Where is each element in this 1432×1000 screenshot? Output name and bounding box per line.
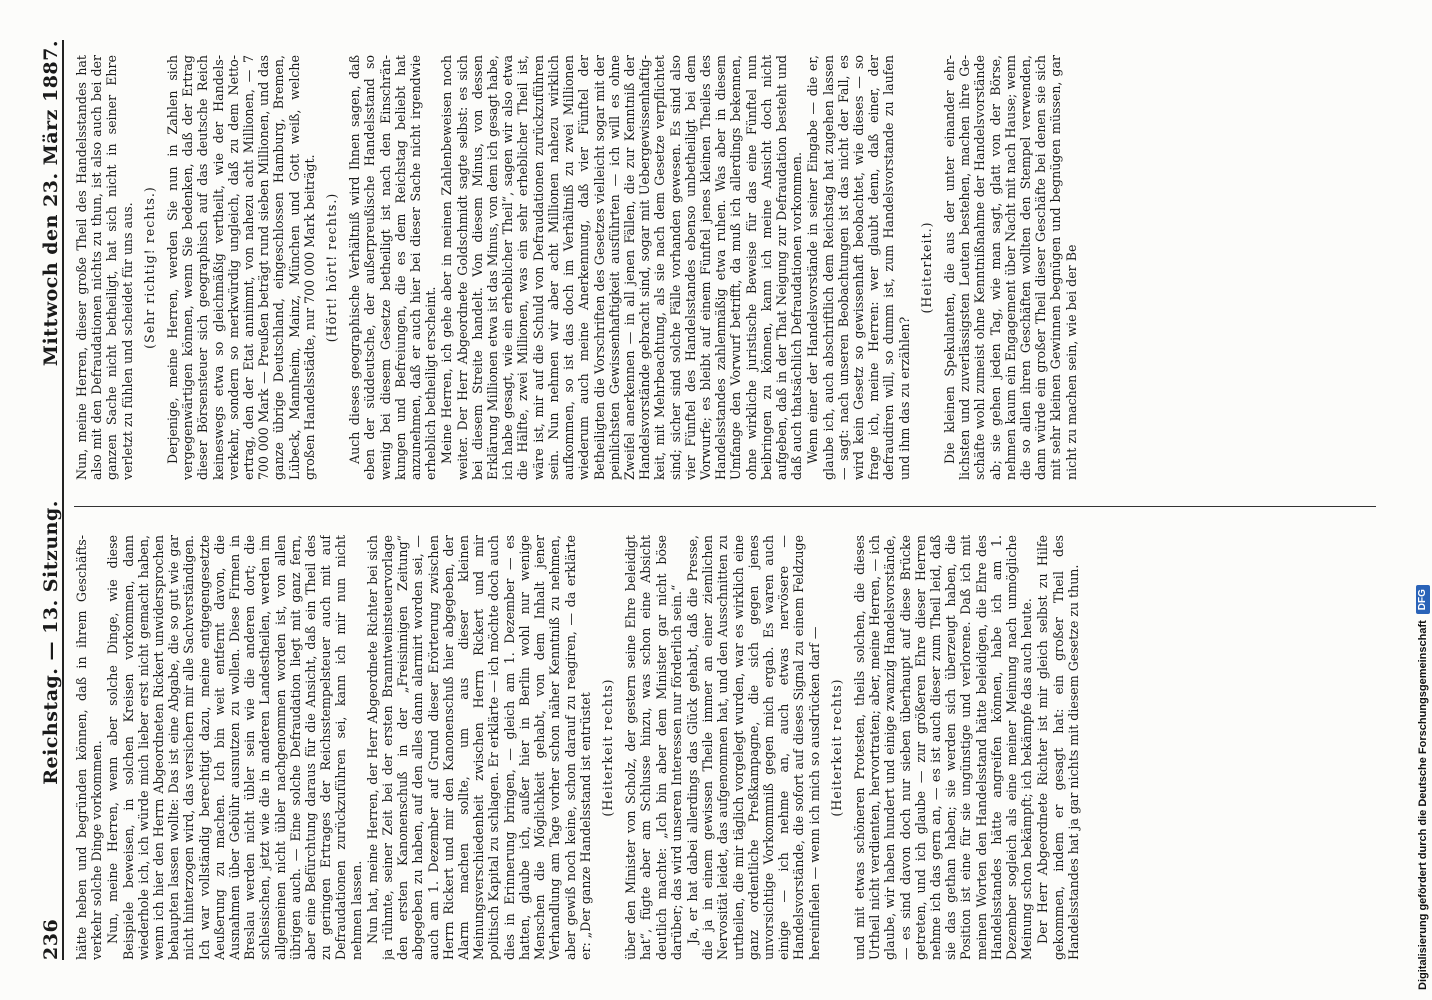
rotated-page-content	[10, 0, 1390, 1000]
paragraph: über den Minister von Scholz, der gestern seine Ehre beleidigt hat“, fügte aber am Schlusse hinzu, was schon eine Absicht deutlich machte: „Ich bin aber dem Minister gar nicht böse darüber; das wird unseren Interessen nur förderlich sein.“	[623, 535, 684, 960]
interjection: (Sehr richtig! rechts.)	[141, 186, 157, 349]
interjection: (Heiterkeit.)	[918, 221, 934, 314]
paragraph: Derjenige, meine Herren, werden Sie nun in Zahlen sich vergegenwärtigen können, wenn Sie bedenken, daß der Ertrag dieser Börsensteuer sich geographisch auf das deutsche Reich keineswegs etwa so gleichmäßig vertheilt, wie der Handelsverkehr, sondern so merkwürdig ungleich, daß zu dem Nettoertrag, den der Etat annimmt, von nahezu acht Millionen, — 7 700 000 Mark — Preußen beträgt rund sieben Millionen, und das ganze übrige Deutschland, eingeschlossen Hamburg, Bremen, Lübeck, Mannheim, Mainz, München und Gott weiß, welche großen Handelsstädte, nur 700 000 Mark beiträgt.	[165, 55, 317, 480]
digitization-credit	[1414, 10, 1432, 990]
right-column	[74, 55, 1376, 480]
session-date: Mittwoch den 23. März 1887.	[40, 40, 62, 367]
interjection: (Heiterkeit rechts)	[828, 678, 844, 817]
paragraph: Nun, meine Herren, wenn aber solche Dinge, wie diese Beispiele beweisen, in solchen Kreisen vorkommen, dann wiederhole ich, ich würde mich lieber erst nicht gemacht haben, wenn ich hier den Herrn Abgeordneten Rickert unwidersprochen behaupten lassen wollte: Das ist eine Abgabe, die so gut wie gar nicht hinterzogen wird, das versichern mir alle Sachverständigen. Ich war vollständig berechtigt dazu, meine entgegengesetzte Aeußerung zu machen. Ich bin weit entfernt davon, die Ausnahmen über Gebühr ausnutzen zu wollen. Diese Firmen in Breslau werden nicht übler sein wie die anderen dort; die schlesischen, jetzt wie die in anderen Landestheilen, werden im allgemeinen nicht übler nachgenommen worden ist, von allen übrigen auch. — Eine solche Defraudation liegt mit ganz fern, aber eine Befürchtung daraus für die Ansicht, daß ein Theil des zu geringen Ertrages der Reichsstempelsteuer auch mit auf Defraudationen zurückzuführen sei, kann ich mir nun nicht nehmen lassen.	[105, 535, 364, 960]
paragraph: Nun, meine Herren, dieser große Theil des Handelsstandes hat also mit den Defraudationen nichts zu thun, ist also auch bei der ganzen Sache nicht betheiligt, hat sich nicht in seiner Ehre verletzt zu fühlen und scheidet für uns aus.	[74, 55, 135, 480]
paragraph: Meine Herren, ich gehe aber in meinen Zahlenbeweisen noch weiter. Der Herr Abgeordnete Goldschmidt sagte selbst: es sich bei diesem Streite handelt. Von diesem Minus, von dessen Erklärung Millionen etwa ist das Minus, von dem ich gesagt habe, ich habe gesagt, wie ein erheblicher Theil“, sagen wir also etwa die Hälfte, zwei Millionen, was ein sehr erheblicher Theil ist, wäre ist, mir auf die Schuld von Defraudationen zurückzuführen sein. Nun nehmen wir aber acht Millionen nahezu wirklich aufkommen, so ist das doch im Verhältniß zu zwei Millionen wiederum auch meine Anerkennung, daß vier Fünftel der Betheiligten die Vorschriften des Gesetzes vielleicht sogar mit der peinlichsten Gewissenhaftigkeit ausführten — ich will es ohne Zweifel anerkennen — in all jenen Fällen, die zur Kenntniß der Handelsvorstände gebracht sind, sogar mit Uebergewissenhaftigkeit, mit Mehrbeachtung, als sie nach dem Gesetze verpflichtet sind; sicher sind solche Fälle vorhanden gewesen. Es sind also vier Fünftel des Handelsstandes ebenso unbetheiligt bei dem Vorwurfe; es bleibt auf einem Fünftel jenes kleinen Theiles des Handelsstandes zahlenmäßig etwa ruhen. Was aber in diesem Umfange den Vorwurf betrifft, da muß ich allerdings bekennen, ohne wirkliche juristische Beweise für das eine Fünftel nun beibringen zu können, kann ich meine Ansicht doch nicht aufgeben, daß in der That Neigung zur Defraudation besteht und daß auch thatsächlich Defraudationen vorkommen.	[439, 55, 805, 480]
page-number: 236	[40, 918, 62, 960]
paragraph: Wenn einer der Handelsvorstände in seiner Eingabe — die er, glaube ich, auch abschriftlich dem Reichstag hat zugehen lassen — sagt: nach unseren Beobachtungen ist das nicht der Fall, es wird kein Gesetz so gewissenhaft beobachtet, wie dieses — so frage ich, meine Herren: wer glaubt denn, daß einer, der defraudiren will, so dumm ist, zum Handelsvorstande zu laufen und ihm das zu erzählen?	[805, 55, 912, 480]
session-title: Reichstag. — 13. Sitzung.	[40, 500, 62, 785]
interjection: (Hört! hört! rechts.)	[324, 192, 340, 343]
paragraph: Ja, er hat dabei allerdings das Glück gehabt, daß die Presse, die ja in einem gewissen Theile immer an einer ziemlichen Nervosität leidet, das aufgenommen hat, und den Ausschnitten zu urtheilen, die mir täglich vorgelegt wurden, war es wirklich eine ganz ordentliche Preßkampagne, die sich gegen jenes unvorsichtige Vorkommniß gegen mich ergab. Es waren auch einige — ich nehme an, auch etwas nervösere — Handelsvorstände, die sofort auf dieses Signal zu einem Feldzuge hereinfielen — wenn ich mich so ausdrücken darf —	[684, 535, 822, 960]
page-header	[28, 40, 64, 960]
credit-text: Digitalisierung gefördert durch die Deutsche Forschungsgemeinschaft	[1417, 620, 1429, 990]
column-divider	[74, 506, 1376, 507]
paragraph: und mit etwas schöneren Protesten, theils solchen, die dieses Urtheil nicht verdienten, hervortraten; aber, meine Herren, — ich glaube, wir haben hundert und einige zwanzig Handelsvorstände, — es sind davon doch nur sieben überhaupt auf diese Brücke getreten, und ich glaube — zur größeren Ehre dieser Herren nehme ich das gern an, — es ist auch dieser zum Theil leid, daß sie das gethan haben; sie werden sich überzeugt haben, die Position ist eine für sie ungünstige und verlorene. Daß ich mit meinen Worten den Handelsstand hätte beleidigen, die Ehre des Handelsstandes hätte angreifen können, habe ich am 1. Dezember sogleich als eine meiner Meinung nach unmögliche Meinung schon bekämpft; ich bekämpfe das auch heute.	[851, 535, 1035, 960]
paragraph: Die kleinen Spekulanten, die aus der unter einander ehrlichsten und zuverlässigsten Leuten bestehen, machen ihre Geschäfte wohl zumeist ohne Kenntnißnahme der Handelsvorstände ab; sie gehen jeden Tag, wie man sagt, glatt von der Börse, nehmen kaum ein Engagement über Nacht mit nach Hause; wenn die so allen ihren Geschäften wollten den Stempel verwenden, dann würde ein großer Theil dieser Geschäfte bei denen sie sich mit sehr kleinen Gewinnen begnügen und begnügen müssen, gar nicht zu machen sein, wie bei der Be	[941, 55, 1079, 480]
dfg-logo: DFG	[1416, 585, 1430, 614]
paragraph: Auch dieses geographische Verhältniß wird Ihnen sagen, daß eben der süddeutsche, der außerpreußische Handelsstand so wenig bei diesem Gesetze betheiligt ist nach den Einschränkungen und Befreiungen, die es dem Reichstag beliebt hat anzunehmen, daß er auch hier bei dieser Sache nicht irgendwie erheblich betheiligt erscheint.	[347, 55, 439, 480]
digitization-credit-bar	[1414, 0, 1432, 1000]
paragraph: Nun hat, meine Herren, der Herr Abgeordnete Richter bei sich ja rühmte, seiner Zeit bei der ersten Branntweinsteuervorlage den ersten Kanonenschuß in der „Freisinnigen Zeitung“ abgegeben zu haben, auf den alles dann alarmirt worden sei, — auch am 1. Dezember auf Grund dieser Erörterung zwischen Herrn Rickert und mir den Kanonenschuß hier abgegeben, der Alarm machen sollte, um aus dieser kleinen Meinungsverschiedenheit zwischen Herrn Rickert und mir politisch Kapital zu schlagen. Er erklärte — ich möchte doch auch dies in Erinnerung bringen, — gleich am 1. Dezember — es hatten, glaube ich, außer hier in Berlin wohl nur wenige Menschen die Möglichkeit gehabt, von dem Inhalt jener Verhandlung am Tage vorher schon näher Kenntniß zu nehmen, aber gewiß noch keine, schon darauf zu reagiren, — da erklärte er: „Der ganze Handelsstand ist entrüstet	[364, 535, 593, 960]
paragraph: Der Herr Abgeordnete Richter ist mir gleich selbst zu Hilfe gekommen, indem er gesagt hat: ein großer Theil des Handelsstandes hat ja gar nichts mit diesem Gesetze zu thun.	[1035, 535, 1081, 960]
left-column	[74, 535, 1376, 960]
interjection: (Heiterkeit rechts)	[599, 678, 615, 817]
paragraph: hätte heben und begründen können, daß in ihrem Geschäftsverkehr solche Dinge vorkommen.	[74, 535, 105, 960]
